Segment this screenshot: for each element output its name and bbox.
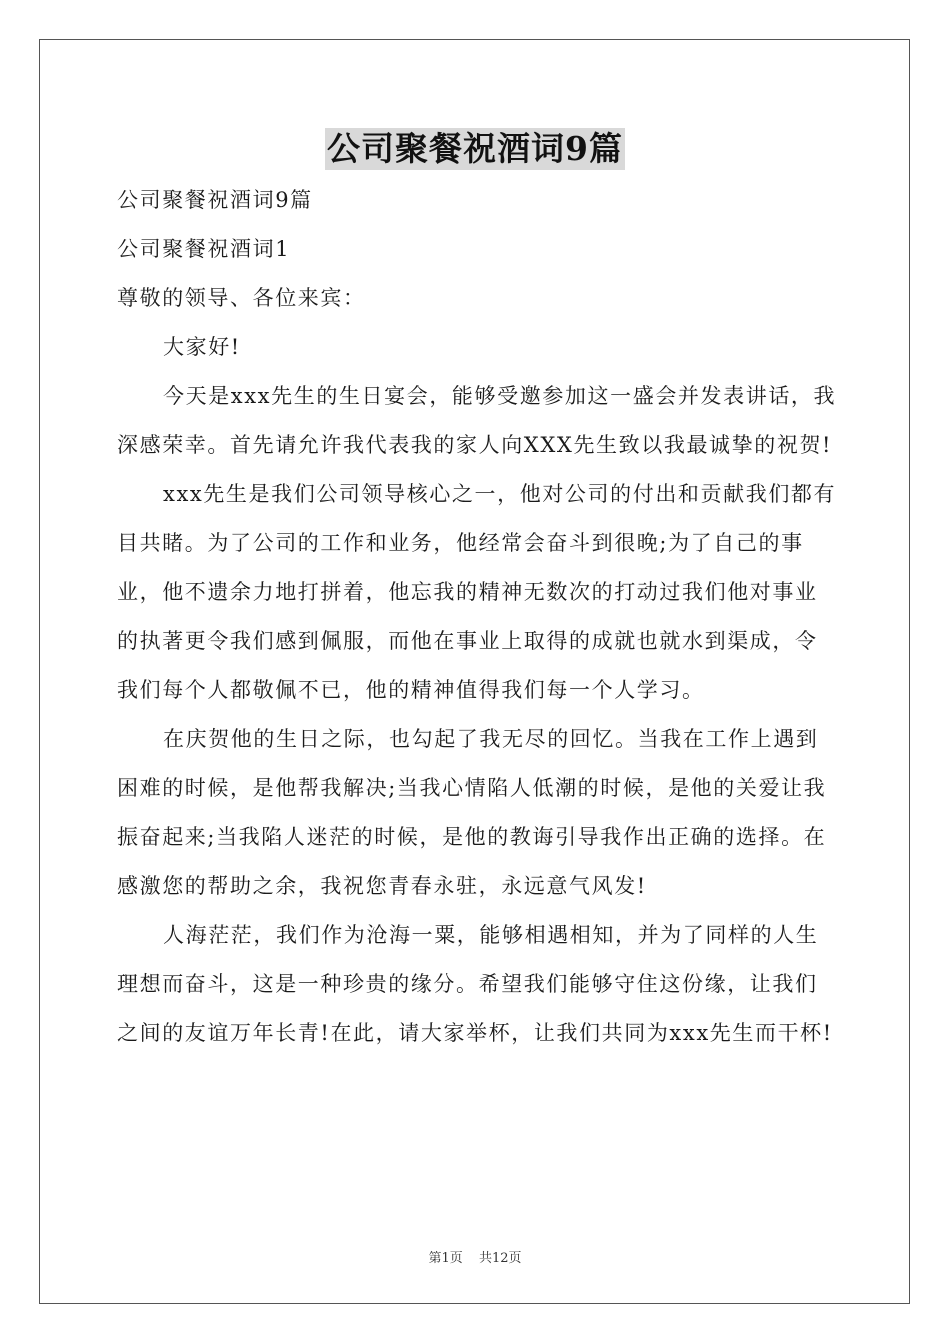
subtitle: 公司聚餐祝酒词9篇 — [117, 188, 313, 212]
page-number: 第1页 — [428, 1251, 463, 1266]
page-total: 共12页 — [478, 1251, 522, 1266]
paragraph-memories: 在庆贺他的生日之际，也勾起了我无尽的回忆。当我在工作上遇到困难的时候，是他帮我解决;当我心情陷人低潮的时候，是他的关爱让我振奋起来;当我陷人迷茫的时候，是他的教诲引导我作出正确的选择。在感激您的帮助之余，我祝您青春永驻，永远意气风发! — [117, 727, 827, 898]
salutation: 尊敬的领导、各位来宾： — [117, 286, 366, 310]
title-container — [0, 128, 950, 170]
paragraph-greeting: 大家好! — [163, 335, 241, 359]
section-heading: 公司聚餐祝酒词1 — [117, 237, 291, 261]
paragraph-opening: 今天是xxx先生的生日宴会，能够受邀参加这一盛会并发表讲话，我深感荣幸。首先请允许我代表我的家人向XXX先生致以我最诚挚的祝贺! — [117, 384, 837, 457]
document-title: 公司聚餐祝酒词9篇 — [327, 129, 623, 168]
paragraph-praise: xxx先生是我们公司领导核心之一，他对公司的付出和贡献我们都有目共睹。为了公司的工作和业务，他经常会奋斗到很晚;为了自己的事业，他不遗余力地打拼着，他忘我的精神无数次的打动过我们他对事业的执著更令我们感到佩服，而他在事业上取得的成就也就水到渠成，令我们每个人都敬佩不已，他的精神值得我们每一个人学习。 — [117, 482, 837, 702]
paragraph-toast: 人海茫茫，我们作为沧海一粟，能够相遇相知，并为了同样的人生理想而奋斗，这是一种珍贵的缘分。希望我们能够守住这份缘，让我们之间的友谊万年长青!在此，请大家举杯，让我们共同为xxx先生而干杯! — [117, 923, 833, 1045]
page-footer — [0, 1247, 950, 1266]
document-body — [117, 176, 837, 1058]
